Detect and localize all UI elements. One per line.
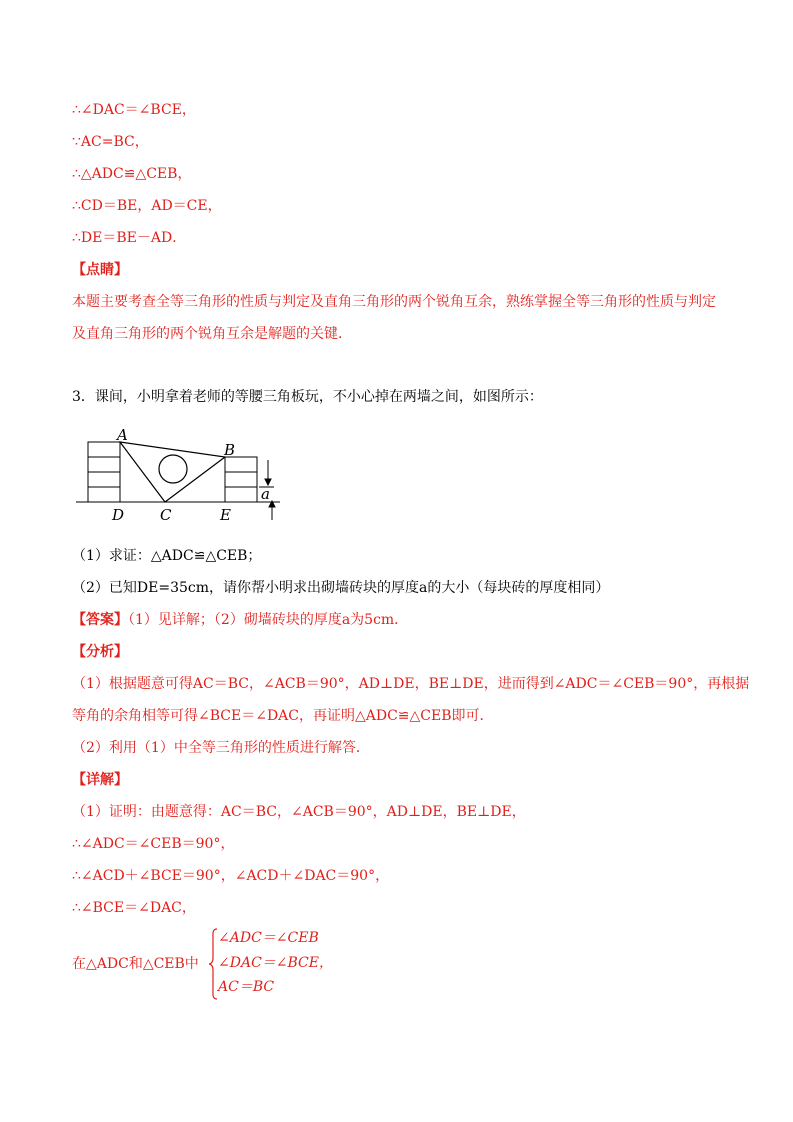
system-eq: AC＝BC: [218, 979, 275, 995]
solution-line: ∴DE＝BE－AD．: [72, 230, 187, 246]
triangle-plate: [120, 442, 225, 502]
comment-text: 本题主要考查全等三角形的性质与判定及直角三角形的两个锐角互余，熟练掌握全等三角形的性质与判定: [72, 294, 716, 310]
detail-text: ∴∠ADC＝∠CEB＝90°，: [72, 836, 235, 852]
analysis-text: （2）利用（1）中全等三角形的性质进行解答．: [72, 740, 370, 756]
label-B: B: [224, 441, 236, 459]
solution-line: ∵AC=BC，: [72, 134, 149, 150]
detail-header: 【详解】: [72, 772, 128, 788]
triangle-hole: [159, 455, 187, 483]
solution-line: ∴CD＝BE，AD＝CE，: [72, 198, 222, 214]
detail-text: ∴∠ACD＋∠BCE＝90°，∠ACD＋∠DAC＝90°，: [72, 868, 390, 884]
comment-text: 及直角三角形的两个锐角互余是解题的关键．: [72, 326, 352, 342]
label-D: D: [112, 506, 125, 524]
right-brick-wall: [225, 457, 257, 502]
detail-text: （1）证明：由题意得：AC＝BC，∠ACB＝90°，AD⊥DE，BE⊥DE，: [72, 804, 526, 820]
label-C: C: [160, 506, 172, 524]
answer-header: 【答案】: [72, 612, 128, 628]
system-eq: ∠DAC＝∠BCE，: [218, 954, 333, 971]
solution-line: ∴∠DAC＝∠BCE，: [72, 102, 196, 118]
problem-statement: 3．课间，小明拿着老师的等腰三角板玩，不小心掉在两墙之间，如图所示：: [72, 389, 543, 405]
question-2: （2）已知DE=35cm，请你帮小明求出砌墙砖块的厚度a的大小（每块砖的厚度相同）: [72, 580, 610, 596]
system-lead: 在△ADC和△CEB中: [72, 956, 199, 972]
label-E: E: [220, 506, 231, 524]
label-A: A: [117, 426, 128, 444]
problem-figure: [74, 424, 280, 524]
answer-text: （1）见详解；（2）砌墙砖块的厚度a为5cm．: [128, 612, 409, 628]
detail-text: ∴∠BCE＝∠DAC，: [72, 900, 196, 916]
comment-header: 【点睛】: [72, 262, 128, 278]
system-eq: ∠ADC＝∠CEB: [218, 930, 319, 946]
answer-line: [72, 610, 408, 630]
left-brick-wall: [88, 442, 120, 502]
label-a: a: [261, 485, 270, 503]
analysis-text: （1）根据题意可得AC＝BC，∠ACB＝90°，AD⊥DE，BE⊥DE，进而得到∠ADC＝∠CEB＝90°，再根据: [72, 676, 750, 692]
analysis-header: 【分析】: [72, 644, 128, 660]
question-1: （1）求证：△ADC≌△CEB；: [72, 548, 262, 564]
solution-line: ∴△ADC≌△CEB，: [72, 166, 192, 182]
analysis-text: 等角的余角相等可得∠BCE＝∠DAC，再证明△ADC≌△CEB即可．: [72, 708, 494, 724]
equation-system: [72, 926, 372, 1002]
left-brace-icon: [208, 928, 218, 1000]
